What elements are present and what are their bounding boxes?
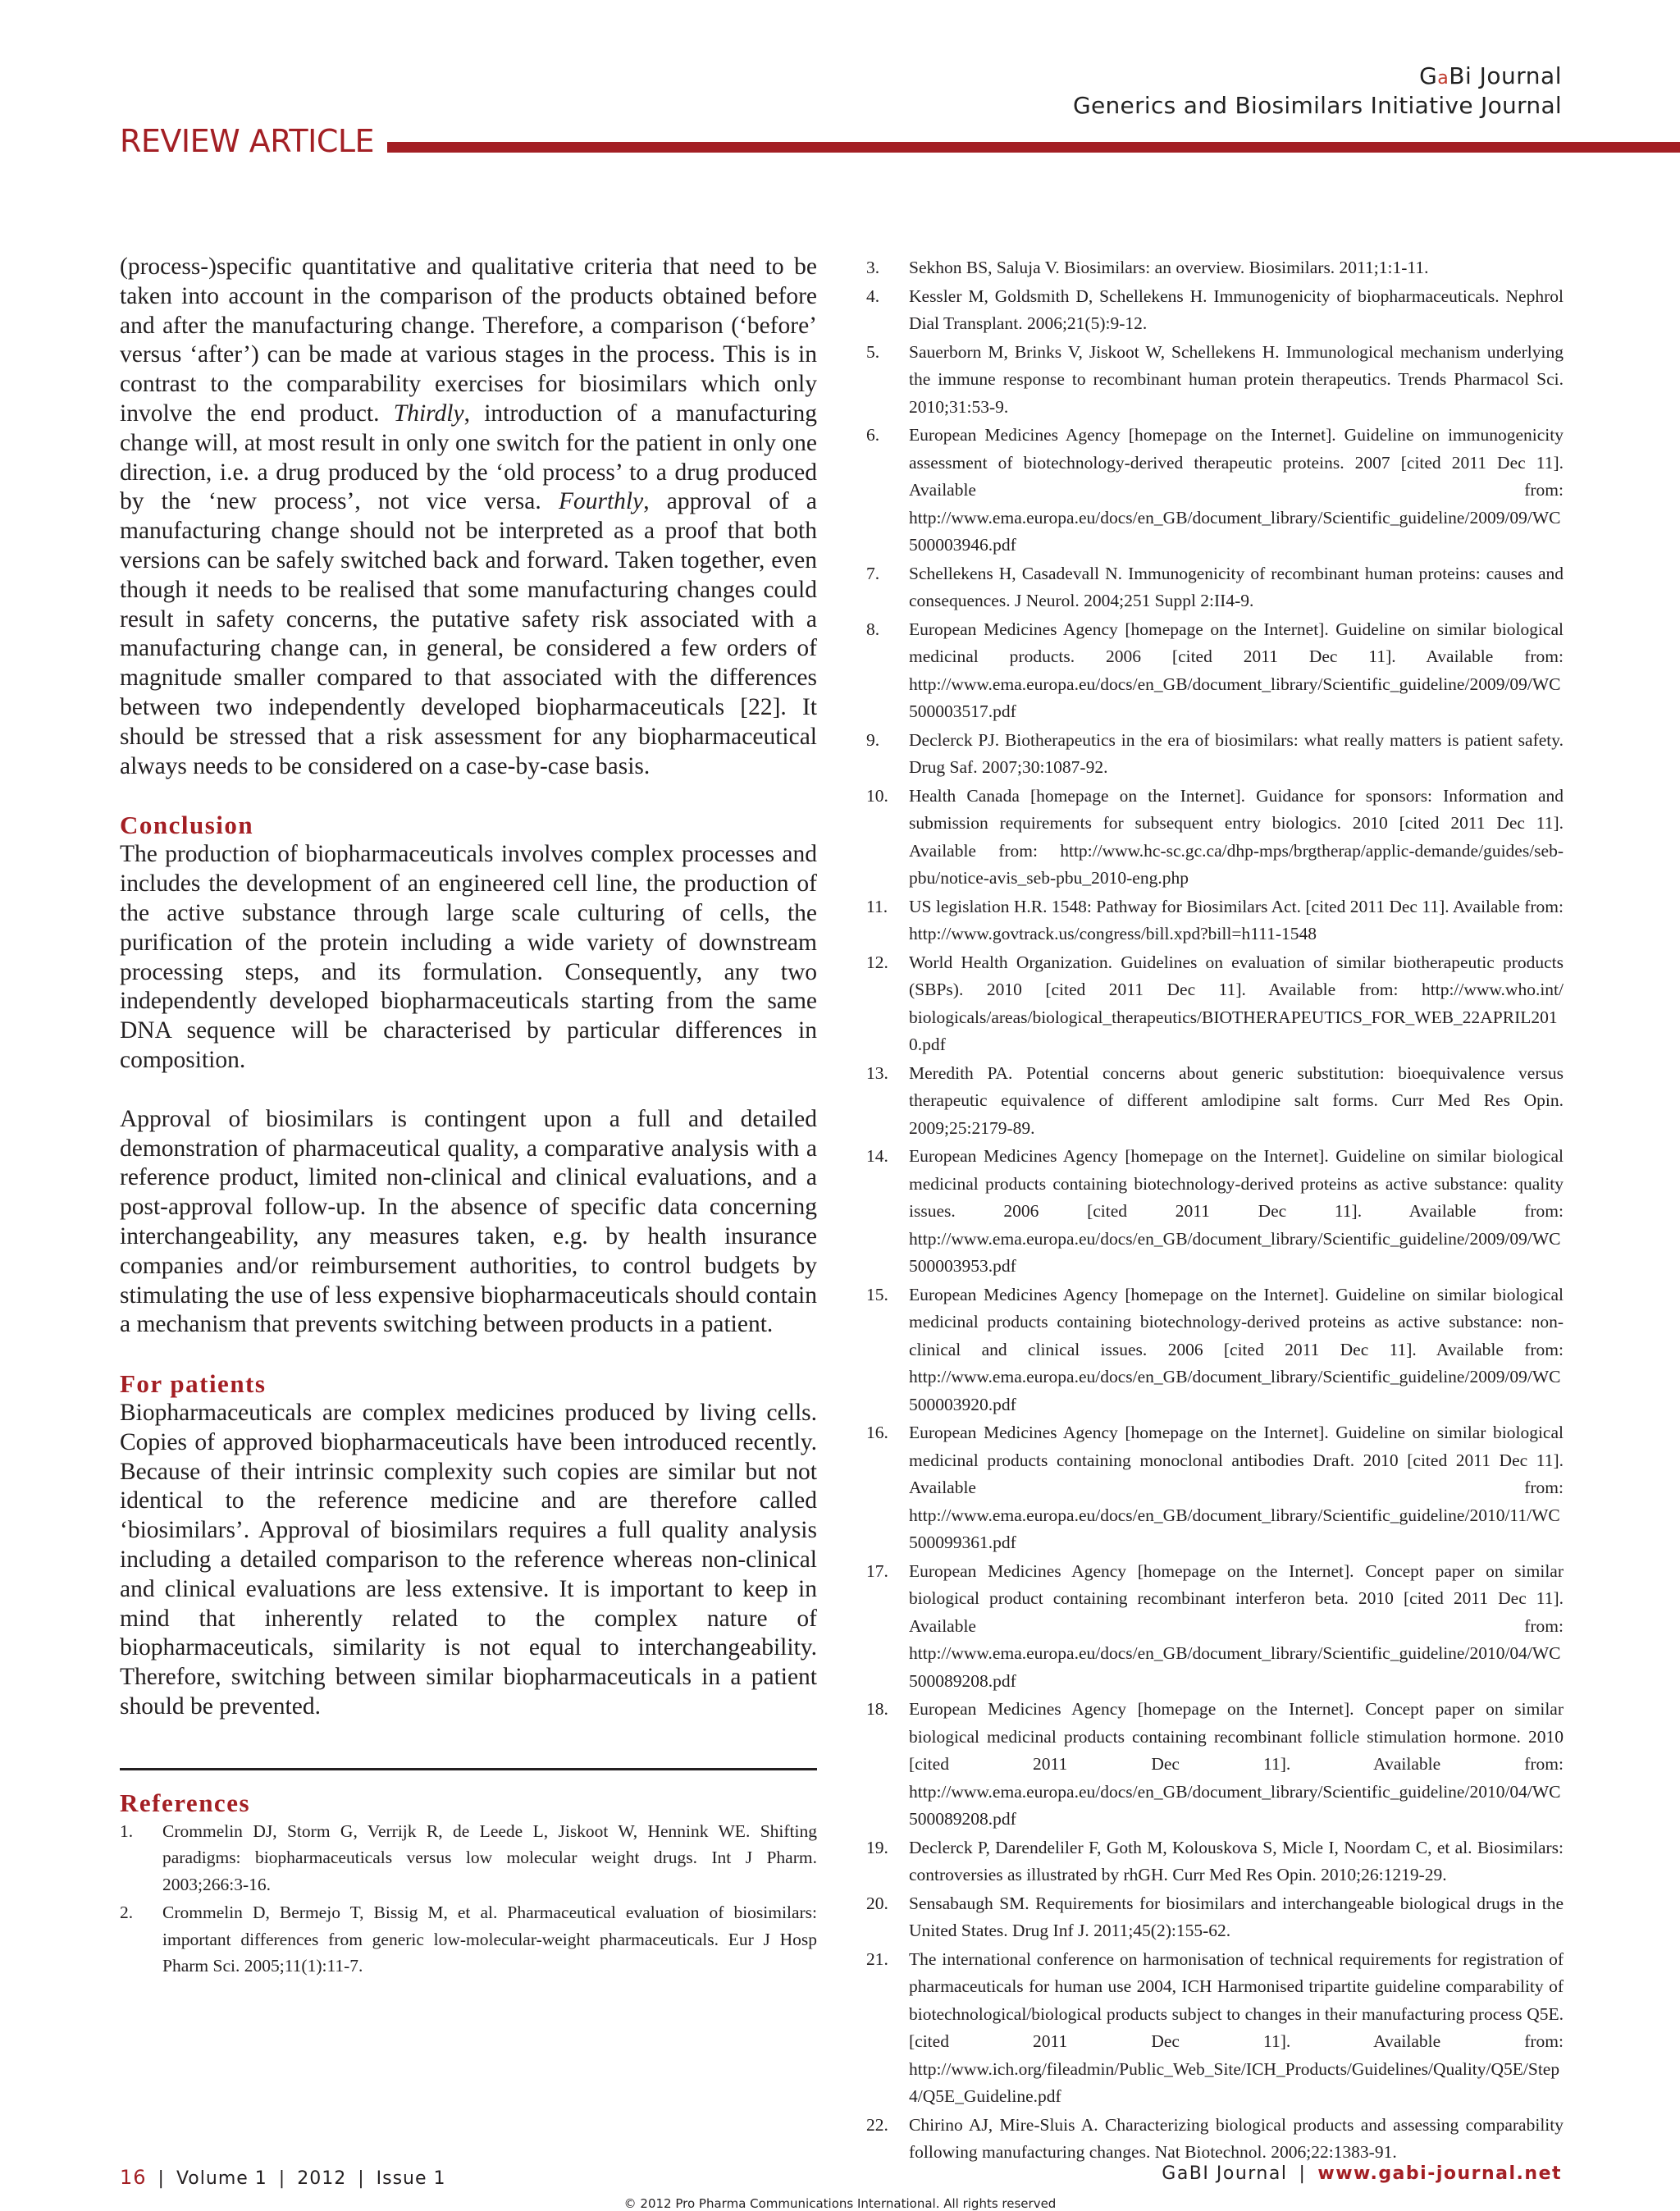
reference-item bbox=[866, 1419, 1564, 1557]
reference-number: 21. bbox=[866, 1948, 888, 1969]
reference-text: European Medicines Agency [homepage on the Internet]. Guideline on similar biological medicinal products containing biotechnology-derived proteins as active substance: non-clinical and clinical issues. 2006 [cited 2011 Dec 11]. Available from: http://www.ema.europa.eu/docs/en_GB/document_library/Scientific_guideline/2009/09/WC500003920.pdf bbox=[909, 1284, 1564, 1414]
reference-text: Health Canada [homepage on the Internet]. Guidance for sponsors: Information and submission requirements for subsequent entry biologics. 2010 [cited 2011 Dec 11]. Available from: http://www.hc-sc.gc.ca/dhp-mps/brgtherap/applic-demande/guides/seb-pbu/notice-avis_seb-pbu_2010-eng.php bbox=[909, 785, 1564, 888]
reference-text: European Medicines Agency [homepage on the Internet]. Guideline on similar biological medicinal products containing monoclonal antibodies Draft. 2010 [cited 2011 Dec 11]. Available from: http://www.ema.europa.eu/docs/en_GB/document_library/Scientific_guideline/2010/11/WC500099361.pdf bbox=[909, 1423, 1564, 1552]
reference-text: Crommelin DJ, Storm G, Verrijk R, de Leede L, Jiskoot W, Hennink WE. Shifting paradigms: biopharmaceuticals versus low molecular weight drugs. Int J Pharm. 2003;266:3-16. bbox=[162, 1820, 817, 1894]
reference-number: 22. bbox=[866, 2114, 888, 2135]
reference-number: 12. bbox=[866, 952, 888, 972]
reference-text: Schellekens H, Casadevall N. Immunogenicity of recombinant human proteins: causes and consequences. J Neurol. 2004;251 Suppl 2:II4-9. bbox=[909, 563, 1564, 610]
journal-name-a: a bbox=[1437, 68, 1449, 89]
reference-item bbox=[866, 283, 1564, 338]
reference-item bbox=[866, 949, 1564, 1059]
page-number: 16 bbox=[120, 2166, 147, 2189]
reference-number: 9. bbox=[866, 729, 880, 750]
reference-text: Declerck P, Darendeliler F, Goth M, Kolouskova S, Micle I, Noordam C, et al. Biosimilars: controversies as illustrated by rhGH. Curr Med Res Opin. 2010;26:1219-29. bbox=[909, 1837, 1564, 1884]
reference-item bbox=[866, 1890, 1564, 1945]
reference-item bbox=[120, 1818, 817, 1898]
journal-subtitle: Generics and Biosimilars Initiative Journal bbox=[1072, 92, 1562, 119]
section-label: REVIEW ARTICLE bbox=[120, 123, 375, 159]
reference-text: European Medicines Agency [homepage on the Internet]. Concept paper on similar biological medicinal products containing recombinant follicle stimulation hormone. 2010 [cited 2011 Dec 11]. Available from: http://www.ema.europa.eu/docs/en_GB/document_library/Scientific_guideline/2010/04/WC500089208.pdf bbox=[909, 1699, 1564, 1829]
reference-text: Sauerborn M, Brinks V, Jiskoot W, Schellekens H. Immunological mechanism underlying the immune response to recombinant human protein therapeutics. Trends Pharmacol Sci. 2010;31:53-9. bbox=[909, 341, 1564, 417]
reference-number: 19. bbox=[866, 1837, 888, 1857]
reference-number: 6. bbox=[866, 425, 880, 445]
reference-item bbox=[866, 422, 1564, 560]
reference-list bbox=[866, 254, 1564, 2167]
reference-number: 15. bbox=[866, 1284, 888, 1304]
left-column bbox=[120, 253, 817, 1981]
reference-item bbox=[866, 254, 1564, 282]
reference-text: European Medicines Agency [homepage on the Internet]. Guideline on immunogenicity assessment of biotechnology-derived therapeutic proteins. 2007 [cited 2011 Dec 11]. Available from: http://www.ema.europa.eu/docs/en_GB/document_library/Scientific_guideline/2009/09/WC500003946.pdf bbox=[909, 425, 1564, 555]
reference-number: 17. bbox=[866, 1560, 888, 1581]
reference-text: World Health Organization. Guidelines on evaluation of similar biotherapeutic products (SBPs). 2010 [cited 2011 Dec 11]. Available from: http://www.who.int/ biologicals/areas/biological_therapeutics/BIOTHERAPEUTICS_FOR_WEB_22APRIL2010.pdf bbox=[909, 952, 1564, 1054]
reference-item bbox=[866, 1143, 1564, 1281]
reference-text: Kessler M, Goldsmith D, Schellekens H. Immunogenicity of biopharmaceuticals. Nephrol Dial Transplant. 2006;21(5):9-12. bbox=[909, 286, 1564, 333]
journal-url-link[interactable]: www.gabi-journal.net bbox=[1317, 2163, 1562, 2184]
footer-separator: | bbox=[1299, 2163, 1307, 2184]
footer-separator: | bbox=[358, 2168, 365, 2189]
journal-name-g: G bbox=[1419, 62, 1438, 89]
copyright-notice: © 2012 Pro Pharma Communications International. All rights reserved bbox=[623, 2196, 1057, 2211]
right-column bbox=[866, 254, 1564, 2168]
reference-number: 10. bbox=[866, 785, 888, 806]
reference-number: 11. bbox=[866, 896, 888, 916]
reference-number: 1. bbox=[120, 1820, 134, 1841]
reference-number: 16. bbox=[866, 1423, 888, 1442]
reference-text: Crommelin D, Bermejo T, Bissig M, et al. Pharmaceutical evaluation of biosimilars: important differences from generic low-molecular-weight pharmaceuticals. Eur J Hosp Pharm Sci. 2005;11(1):11-7. bbox=[162, 1903, 817, 1976]
para-emphasis: Thirdly bbox=[393, 400, 464, 427]
reference-item bbox=[866, 2112, 1564, 2167]
references-rule bbox=[120, 1768, 817, 1770]
reference-text: Meredith PA. Potential concerns about generic substitution: bioequivalence versus therapeutic equivalence of different amlodipine salt forms. Curr Med Res Opin. 2009;25:2179-89. bbox=[909, 1062, 1564, 1138]
reference-item bbox=[866, 1558, 1564, 1696]
reference-number: 8. bbox=[866, 619, 880, 639]
footer-journal-name: GaBI Journal bbox=[1162, 2163, 1288, 2184]
reference-item bbox=[866, 1834, 1564, 1889]
body-paragraph bbox=[120, 253, 817, 781]
reference-number: 13. bbox=[866, 1062, 888, 1083]
para-text: , introduction of a manufacturing change will, at most result in only one switch for the patient in only one direction, i.e. a drug produced by the ‘old process’ to a drug produced by the ‘new process’, not vice versa. bbox=[120, 400, 817, 515]
reference-text: Chirino AJ, Mire-Sluis A. Characterizing biological products and assessing comparability following manufacturing changes. Nat Biotechnol. 2006;22:1383-91. bbox=[909, 2114, 1564, 2162]
conclusion-heading: Conclusion bbox=[120, 811, 254, 840]
reference-number: 4. bbox=[866, 286, 880, 306]
reference-text: European Medicines Agency [homepage on the Internet]. Guideline on similar biological medicinal products containing biotechnology-derived proteins as active substance: quality issues. 2006 [cited 2011 Dec 11]. Available from: http://www.ema.europa.eu/docs/en_GB/document_library/Scientific_guideline/2009/09/WC500003953.pdf bbox=[909, 1146, 1564, 1276]
conclusion-paragraph-1: The production of biopharmaceuticals involves complex processes and includes the development of an engineered cell line, the production of the active substance through large scale culturing of cells, the purification of the protein including a wide variety of downstream processing steps, and its formulation. Consequently, any two independently developed biopharmaceuticals starting from the same DNA sequence will be characterised by particular differences in composition. bbox=[120, 841, 817, 1073]
footer-issue: Issue 1 bbox=[376, 2168, 446, 2189]
reference-number: 20. bbox=[866, 1893, 888, 1913]
reference-text: European Medicines Agency [homepage on the Internet]. Concept paper on similar biological product containing recombinant interferon beta. 2010 [cited 2011 Dec 11]. Available from: http://www.ema.europa.eu/docs/en_GB/document_library/Scientific_guideline/2010/04/WC500089208.pdf bbox=[909, 1560, 1564, 1691]
reference-number: 7. bbox=[866, 563, 880, 583]
reference-number: 18. bbox=[866, 1699, 888, 1719]
conclusion-paragraph-2: Approval of biosimilars is contingent upon a full and detailed demonstration of pharmaceutical quality, a comparative analysis with a reference product, limited non-clinical and clinical evaluations, and a post-approval follow-up. In the absence of specific data concerning interchangeability, any measures taken, e.g. by health insurance companies and/or reimbursement authorities, to control budgets by stimulating the use of less expensive biopharmaceuticals should contain a mechanism that prevents switching between products in a patient. bbox=[120, 1105, 817, 1338]
patients-paragraph: Biopharmaceuticals are complex medicines produced by living cells. Copies of approved biopharmaceuticals have been introduced recently. Because of their intrinsic complexity such copies are similar but not identical to the reference medicine and are therefore called ‘biosimilars’. Approval of biosimilars requires a full quality analysis including a detailed comparison to the reference whereas non-clinical and clinical evaluations are less extensive. It is important to keep in mind that inherently related to the complex nature of biopharmaceuticals, similarity is not equal to interchangeability. Therefore, switching between similar biopharmaceuticals in a patient should be prevented. bbox=[120, 1400, 817, 1720]
footer-separator: | bbox=[158, 2168, 165, 2189]
patients-heading: For patients bbox=[120, 1369, 267, 1399]
reference-text: The international conference on harmonisation of technical requirements for registration of pharmaceuticals for human use 2004, ICH Harmonised tripartite guideline comparability of biotechnological/biological products subject to changes in their manufacturing process Q5E. [cited 2011 Dec 11]. Available from: http://www.ich.org/fileadmin/Public_Web_Site/ICH_Products/Guidelines/Quality/Q5E/Step4/Q5E_Guideline.pdf bbox=[909, 1948, 1564, 2106]
reference-item bbox=[866, 1281, 1564, 1419]
reference-number: 3. bbox=[866, 258, 880, 277]
reference-item bbox=[866, 1696, 1564, 1834]
reference-item bbox=[120, 1899, 817, 1980]
journal-name bbox=[1419, 62, 1562, 89]
references-heading: References bbox=[120, 1788, 251, 1817]
reference-item bbox=[866, 616, 1564, 726]
header-rule bbox=[387, 142, 1680, 153]
reference-item bbox=[866, 1946, 1564, 2111]
reference-number: 5. bbox=[866, 341, 880, 362]
reference-text: Sensabaugh SM. Requirements for biosimilars and interchangeable biological drugs in the United States. Drug Inf J. 2011;45(2):155-62. bbox=[909, 1893, 1564, 1940]
reference-item bbox=[866, 1060, 1564, 1143]
reference-number: 2. bbox=[120, 1903, 134, 1923]
footer-journal bbox=[1162, 2163, 1562, 2184]
reference-text: Declerck PJ. Biotherapeutics in the era of biosimilars: what really matters is patient safety. Drug Saf. 2007;30:1087-92. bbox=[909, 729, 1564, 777]
reference-item bbox=[866, 727, 1564, 782]
para-text: , approval of a manufacturing change should not be interpreted as a proof that both versions can be safely switched back and forward. Taken together, even though it needs to be realised that some manufacturing changes could result in safety concerns, the putative safety risk associated with a manufacturing change can, in general, be considered a few orders of magnitude smaller compared to that associated with the differences between two independently developed biopharmaceuticals [22]. It should be stressed that a risk assessment for any biopharmaceutical always needs to be considered on a case-by-case basis. bbox=[120, 488, 817, 779]
paragraph-gap bbox=[120, 1076, 817, 1105]
footer-separator: | bbox=[278, 2168, 286, 2189]
footer-issue-info bbox=[120, 2166, 446, 2189]
footer-volume: Volume 1 bbox=[176, 2168, 267, 2189]
footer-year: 2012 bbox=[297, 2168, 347, 2189]
reference-item bbox=[866, 560, 1564, 615]
reference-list bbox=[120, 1818, 817, 1980]
reference-number: 14. bbox=[866, 1146, 888, 1166]
reference-text: European Medicines Agency [homepage on the Internet]. Guideline on similar biological medicinal products. 2006 [cited 2011 Dec 11]. Available from: http://www.ema.europa.eu/docs/en_GB/document_library/Scientific_guideline/2009/09/WC500003517.pdf bbox=[909, 619, 1564, 721]
journal-name-rest: Bi Journal bbox=[1449, 62, 1562, 89]
reference-text: Sekhon BS, Saluja V. Biosimilars: an overview. Biosimilars. 2011;1:1-11. bbox=[909, 258, 1429, 277]
reference-item bbox=[866, 783, 1564, 893]
para-emphasis: Fourthly bbox=[558, 488, 644, 515]
reference-item bbox=[866, 339, 1564, 422]
reference-item bbox=[866, 893, 1564, 948]
para-text: (process-)specific quantitative and qualitative criteria that need to be taken into account in the comparison of the products obtained before and after the manufacturing change. Therefore, a comparison (‘before’ versus ‘after’) can be made at various stages in the process. This is in contrast to the comparability exercises for biosimilars which only involve the end product. bbox=[120, 254, 817, 427]
reference-text: US legislation H.R. 1548: Pathway for Biosimilars Act. [cited 2011 Dec 11]. Available from: http://www.govtrack.us/congress/bill.xpd?bill=h111-1548 bbox=[909, 896, 1564, 943]
